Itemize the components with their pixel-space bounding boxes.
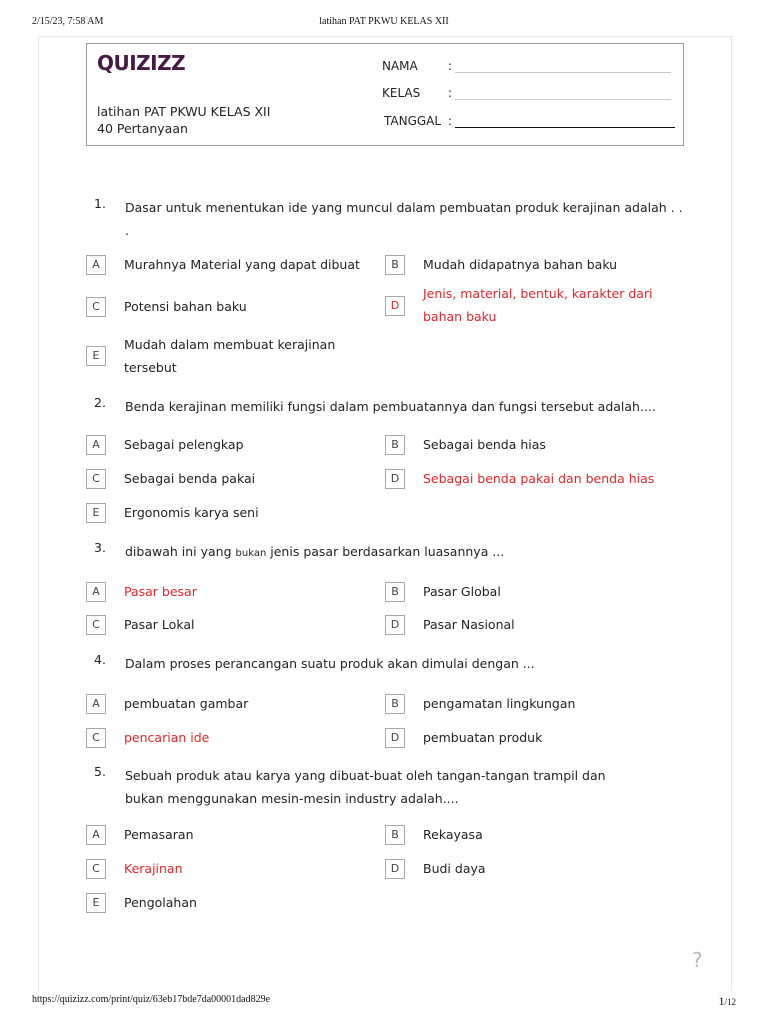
option-letter-box: C <box>86 859 106 879</box>
option-letter-box: D <box>385 469 405 489</box>
question-text-emphasis: bukan <box>235 548 267 559</box>
question-count: 40 Pertanyaan <box>97 121 188 136</box>
question-number: 4. <box>94 652 106 667</box>
option-letter-box: C <box>86 728 106 748</box>
option-text: Pengolahan <box>124 895 197 910</box>
option-text: Rekayasa <box>423 827 483 842</box>
option-text: Jenis, material, bentuk, karakter dari bahan baku <box>423 286 653 324</box>
kelas-label: KELAS <box>382 86 421 100</box>
kelas-line <box>455 99 671 100</box>
option-letter-box: A <box>86 582 106 602</box>
option-text: pembuatan gambar <box>124 696 249 711</box>
question-text: Dasar untuk menentukan ide yang muncul dalam pembuatan produk kerajinan adalah . . . <box>125 200 683 238</box>
question-number: 5. <box>94 764 106 779</box>
option-text: Pasar besar <box>124 584 197 599</box>
option-letter-box: E <box>86 893 106 913</box>
option-letter-box: E <box>86 346 106 366</box>
print-date: 2/15/23, 7:58 AM <box>32 16 104 27</box>
option-text: Kerajinan <box>124 861 183 876</box>
option-text: Mudah dalam membuat kerajinan tersebut <box>124 337 336 375</box>
question-text: Dalam proses perancangan suatu produk akan dimulai dengan ... <box>125 656 535 671</box>
page-total: /12 <box>724 997 736 1007</box>
tanggal-line <box>455 127 675 128</box>
help-icon[interactable]: ? <box>692 948 703 972</box>
option-letter-box: A <box>86 435 106 455</box>
tanggal-label: TANGGAL <box>384 114 442 128</box>
print-header <box>32 16 736 32</box>
option-text: Pasar Nasional <box>423 617 515 632</box>
question-number: 2. <box>94 395 106 410</box>
nama-colon: : <box>448 59 453 73</box>
page-number: 1 <box>718 994 725 1008</box>
nama-line <box>455 72 671 73</box>
option-letter-box: D <box>385 859 405 879</box>
question-number: 3. <box>94 540 106 555</box>
quiz-title: latihan PAT PKWU KELAS XII <box>97 104 271 119</box>
option-text: pengamatan lingkungan <box>423 696 576 711</box>
option-letter-box: E <box>86 503 106 523</box>
option-text: pencarian ide <box>124 730 210 745</box>
kelas-colon: : <box>448 86 453 100</box>
option-text: Murahnya Material yang dapat dibuat <box>124 257 360 272</box>
option-text: Pemasaran <box>124 827 194 842</box>
option-letter-box: B <box>385 694 405 714</box>
option-text: Sebagai benda pakai <box>124 471 256 486</box>
option-letter-box: A <box>86 825 106 845</box>
option-text: pembuatan produk <box>423 730 543 745</box>
tanggal-colon: : <box>448 114 453 128</box>
quiz-header-box <box>86 43 684 146</box>
option-letter-box: A <box>86 694 106 714</box>
page-indicator <box>718 994 736 1009</box>
question-text <box>125 540 685 565</box>
question-text: Benda kerajinan memiliki fungsi dalam pembuatannya dan fungsi tersebut adalah.... <box>125 399 656 414</box>
option-text: Sebagai benda pakai dan benda hias <box>423 471 655 486</box>
option-letter-box: C <box>86 469 106 489</box>
option-letter-box: D <box>385 728 405 748</box>
option-letter-box: C <box>86 615 106 635</box>
option-text: Sebagai benda hias <box>423 437 546 452</box>
option-letter-box: A <box>86 255 106 275</box>
print-url: https://quizizz.com/print/quiz/63eb17bde7da00001dad829e <box>32 994 271 1005</box>
option-text: Pasar Lokal <box>124 617 195 632</box>
question-number: 1. <box>94 196 106 211</box>
question-text-part: dibawah ini yang <box>125 544 236 559</box>
option-letter-box: B <box>385 255 405 275</box>
question-text-part: jenis pasar berdasarkan luasannya ... <box>266 544 505 559</box>
option-letter-box: B <box>385 825 405 845</box>
print-title: latihan PAT PKWU KELAS XII <box>319 16 449 27</box>
option-letter-box: D <box>385 615 405 635</box>
option-text: Potensi bahan baku <box>124 299 247 314</box>
option-text: Budi daya <box>423 861 486 876</box>
option-text: Sebagai pelengkap <box>124 437 244 452</box>
nama-label: NAMA <box>382 59 418 73</box>
option-text: Ergonomis karya seni <box>124 505 259 520</box>
option-letter-box: B <box>385 582 405 602</box>
option-letter-box: B <box>385 435 405 455</box>
print-footer <box>32 994 736 1010</box>
option-letter-box: D <box>385 296 405 316</box>
question-text: Sebuah produk atau karya yang dibuat-buat oleh tangan-tangan trampil dan bukan menggunakan mesin-mesin industry adalah.... <box>125 768 606 806</box>
option-text: Mudah didapatnya bahan baku <box>423 257 618 272</box>
option-text: Pasar Global <box>423 584 501 599</box>
quizizz-logo: QUIZIZZ <box>97 51 186 75</box>
option-letter-box: C <box>86 297 106 317</box>
